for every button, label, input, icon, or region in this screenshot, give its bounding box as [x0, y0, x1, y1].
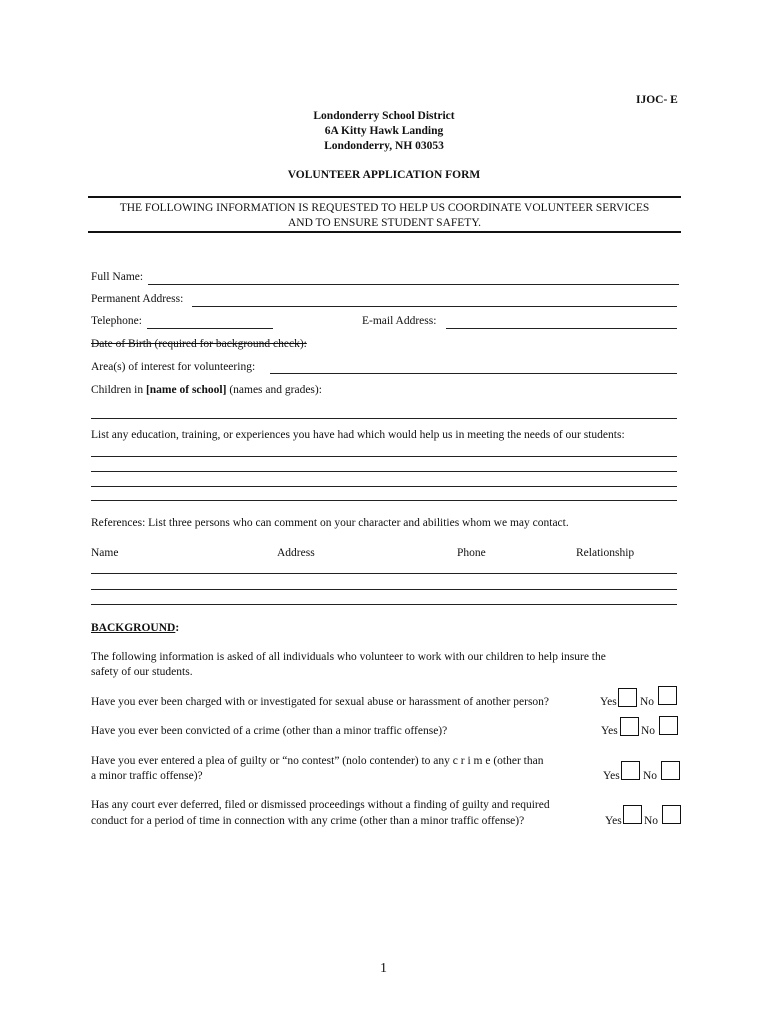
telephone-label: Telephone: [91, 315, 142, 327]
question-3-yes-label: Yes [603, 770, 620, 782]
full-name-label: Full Name: [91, 271, 144, 283]
background-intro-line-2: safety of our students. [91, 666, 193, 678]
education-line[interactable] [91, 486, 677, 487]
district-address-line2: Londonderry, NH 03053 [324, 140, 444, 152]
question-1-text: Have you ever been charged with or investigated for sexual abuse or harassment of another person? [91, 696, 550, 708]
permanent-address-field[interactable] [192, 306, 677, 307]
district-name: Londonderry School District [313, 110, 455, 122]
reference-line[interactable] [91, 589, 677, 590]
question-2-text: Have you ever been convicted of a crime (other than a minor traffic offense)? [91, 725, 448, 737]
notice-line-2: AND TO ENSURE STUDENT SAFETY. [287, 217, 482, 229]
question-1-no-checkbox[interactable] [658, 686, 677, 705]
email-field[interactable] [446, 328, 677, 329]
question-4-yes-label: Yes [605, 815, 622, 827]
question-4-text-line-1: Has any court ever deferred, filed or dismissed proceedings without a finding of guilty and required [91, 799, 550, 811]
telephone-field[interactable] [147, 328, 273, 329]
question-1-yes-checkbox[interactable] [618, 688, 637, 707]
notice-top-rule [88, 196, 681, 198]
question-3-no-label: No [643, 770, 658, 782]
education-line[interactable] [91, 500, 677, 501]
background-heading: BACKGROUND: [91, 622, 180, 634]
email-label: E-mail Address: [362, 315, 437, 327]
question-3-no-checkbox[interactable] [661, 761, 680, 780]
document-code: IJOC- E [636, 94, 678, 106]
notice-line-1: THE FOLLOWING INFORMATION IS REQUESTED TO HELP US COORDINATE VOLUNTEER SERVICES [119, 202, 650, 214]
notice-bottom-rule [88, 231, 681, 233]
question-1-yes-label: Yes [600, 696, 617, 708]
date-of-birth-label: Date of Birth (required for background check): [91, 338, 307, 350]
areas-of-interest-field[interactable] [270, 373, 677, 374]
references-col-phone: Phone [457, 547, 486, 559]
question-4-no-label: No [644, 815, 659, 827]
education-line[interactable] [91, 471, 677, 472]
reference-line[interactable] [91, 604, 677, 605]
references-col-name: Name [91, 547, 119, 559]
question-4-yes-checkbox[interactable] [623, 805, 642, 824]
references-col-address: Address [277, 547, 315, 559]
full-name-field[interactable] [148, 284, 679, 285]
page-number: 1 [380, 961, 387, 976]
question-4-text-line-2: conduct for a period of time in connection with any crime (other than a minor traffic offense)? [91, 815, 525, 827]
question-2-no-label: No [641, 725, 656, 737]
children-field[interactable] [91, 418, 677, 419]
question-2-yes-checkbox[interactable] [620, 717, 639, 736]
education-label: List any education, training, or experiences you have had which would help us in meeting the needs of our students: [91, 429, 625, 441]
background-intro-line-1: The following information is asked of all individuals who volunteer to work with our children to help insure the [91, 651, 606, 663]
reference-line[interactable] [91, 573, 677, 574]
references-col-relationship: Relationship [576, 547, 635, 559]
district-address-line1: 6A Kitty Hawk Landing [324, 125, 444, 137]
permanent-address-label: Permanent Address: [91, 293, 184, 305]
question-1-no-label: No [640, 696, 655, 708]
question-4-no-checkbox[interactable] [662, 805, 681, 824]
question-3-text-line-1: Have you ever entered a plea of guilty or “no contest” (nolo contender) to any c r i m e (other than [91, 755, 544, 767]
children-label: Children in [name of school] (names and grades): [91, 384, 322, 396]
form-title: VOLUNTEER APPLICATION FORM [287, 169, 481, 181]
question-2-no-checkbox[interactable] [659, 716, 678, 735]
references-intro: References: List three persons who can comment on your character and abilities whom we may contact. [91, 517, 569, 529]
education-line[interactable] [91, 456, 677, 457]
areas-of-interest-label: Area(s) of interest for volunteering: [91, 361, 256, 373]
question-2-yes-label: Yes [601, 725, 618, 737]
question-3-text-line-2: a minor traffic offense)? [91, 770, 203, 782]
question-3-yes-checkbox[interactable] [621, 761, 640, 780]
